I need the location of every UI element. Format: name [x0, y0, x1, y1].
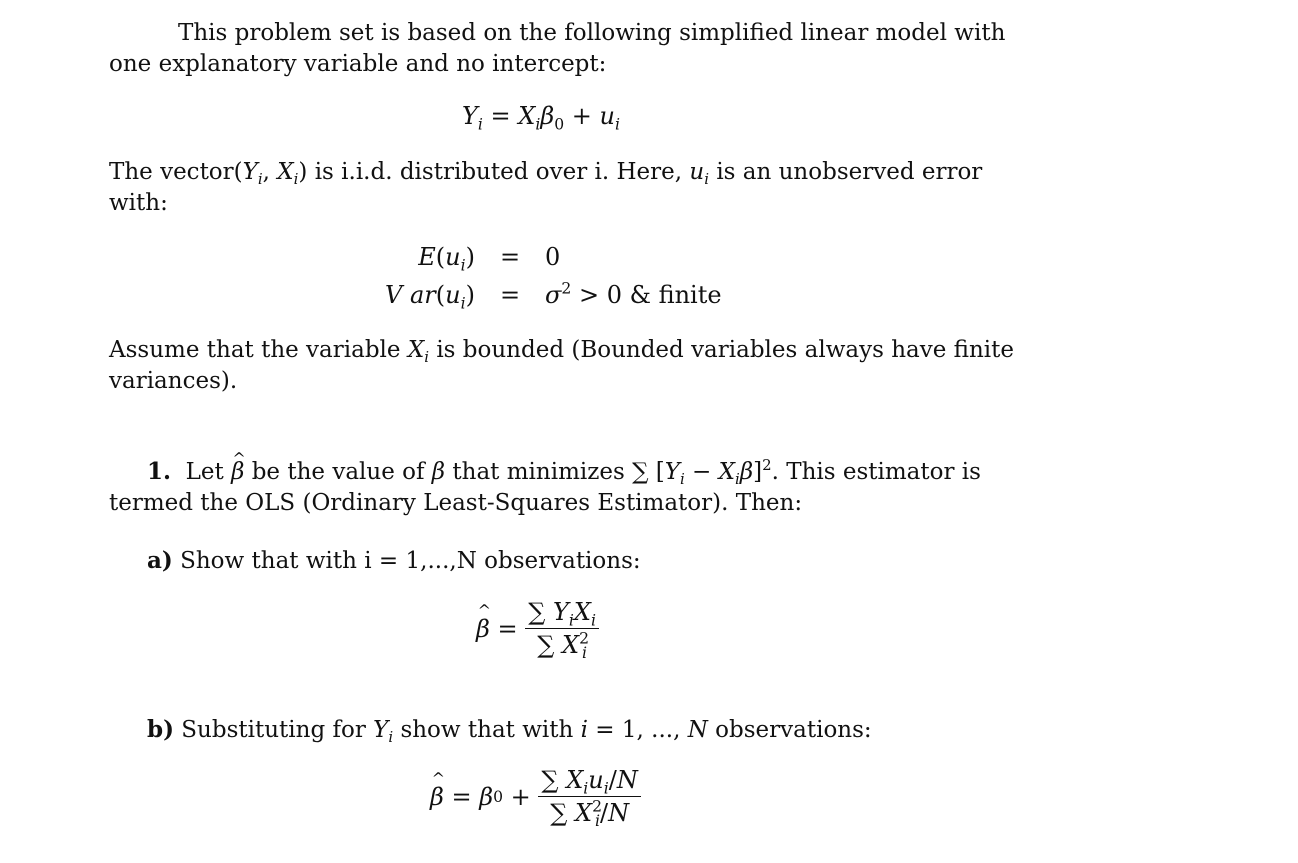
- bounded-line-2: variances).: [109, 368, 238, 394]
- intro-line-1: This problem set is based on the following simplified linear model with: [178, 20, 1006, 46]
- bounded-paragraph: [109, 335, 1015, 397]
- bounded-line-1: Assume that the variable $X_i$ is bounded (Bounded variables always have finite: [109, 337, 1015, 367]
- intro-paragraph: [109, 18, 1006, 80]
- mean-assumption: $E(u_i)$ = 0: [418, 243, 561, 275]
- intro-line-2: one explanatory variable and no intercept:: [109, 51, 607, 77]
- iid-line-1: The $vector(Y_i$, $X_i$) is i.i.d. distributed over i. Here, $u_i$ is an unobserved error: [109, 159, 983, 189]
- ols-estimator-formula: ^ β = $\frac{\sum Y_iX_i}{\sum X^2_i}$: [476, 598, 599, 659]
- question-1-line-2: termed the OLS (Ordinary Least-Squares Estimator). Then:: [109, 490, 803, 516]
- error-assumptions: [380, 238, 722, 314]
- question-1-line-1: 1. Let ^ β be the value of β that minimizes ∑ $[Y_i - X_i\beta]^2$. This estimator is: [109, 456, 986, 488]
- variance-assumption: V $ar(u_i)$ = $\sigma^2 > 0$ & finite: [385, 279, 722, 313]
- iid-line-2: with:: [109, 190, 168, 216]
- substituted-estimator-formula: ^ β = β 0 + $\frac{\sum X_iu_i/N}{\sum X^2_i/N}$: [430, 766, 641, 827]
- substituted-fraction: $\frac{\sum X_iu_i/N}{\sum X^2_i/N}$: [538, 766, 640, 827]
- part-b: b) Substituting for $Y_i$ show that with i = 1, ..., N observations:: [147, 716, 872, 747]
- ols-fraction: $\frac{\sum Y_iX_i}{\sum X^2_i}$: [525, 598, 599, 659]
- question-1: [109, 456, 986, 519]
- part-a: a) Show that with i = 1,...,N observations:: [147, 547, 641, 574]
- model-equation: $Y_i = X_i\beta_0 + u_i$: [462, 102, 620, 134]
- iid-paragraph: [109, 157, 986, 219]
